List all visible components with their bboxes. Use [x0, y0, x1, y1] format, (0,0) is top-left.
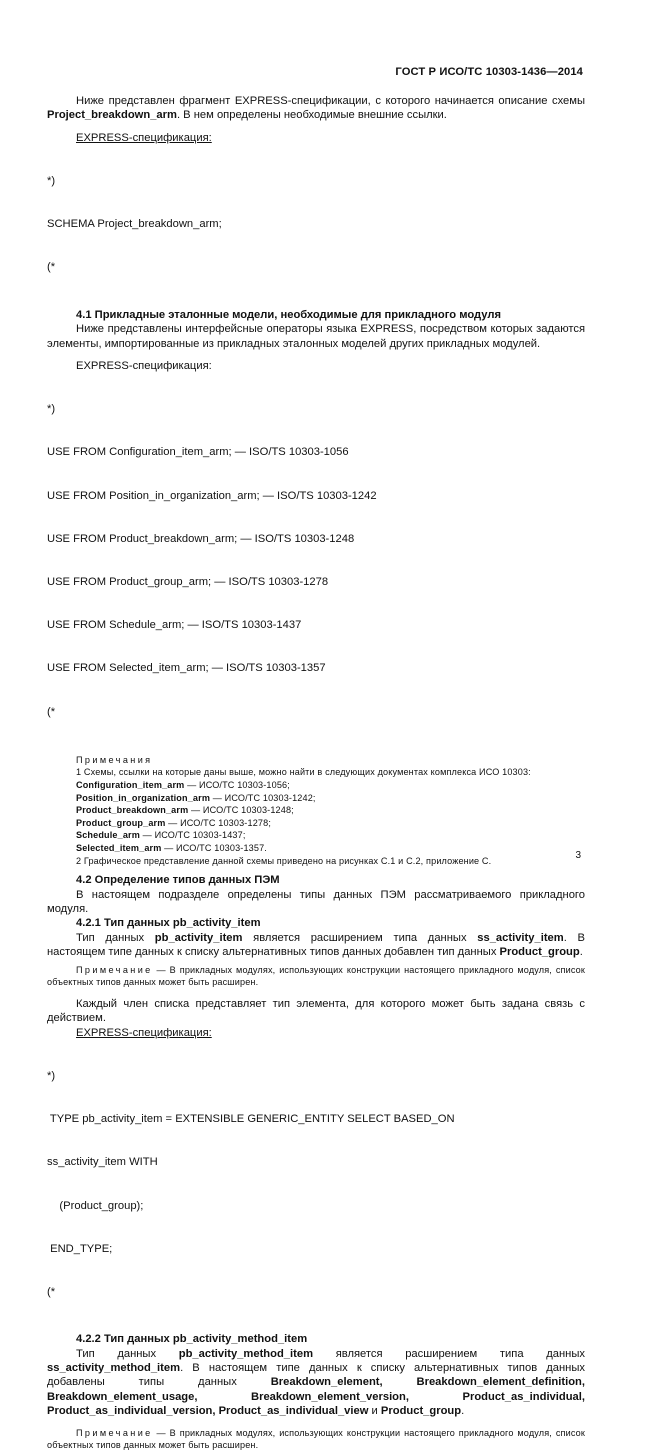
page-number: 3: [575, 850, 581, 861]
section-title-4-2-2: 4.2.2 Тип данных pb_activity_method_item: [76, 1333, 308, 1346]
note-ref: Product_breakdown_arm — ИСО/ТС 10303-1248;: [76, 805, 294, 816]
code-line: USE FROM Configuration_item_arm; — ISO/TS 10303-1056: [47, 446, 349, 459]
intro-schema-name: Project_breakdown_arm: [47, 109, 177, 122]
code-line: USE FROM Selected_item_arm; — ISO/TS 10303-1357: [47, 662, 326, 675]
notes-block-1: [47, 754, 585, 867]
page-content: [47, 94, 585, 1452]
code-line: USE FROM Position_in_organization_arm; — ISO/TS 10303-1242: [47, 489, 377, 502]
code-line: USE FROM Schedule_arm; — ISO/TS 10303-1437: [47, 619, 302, 632]
code-line: (*: [47, 261, 56, 274]
section-text-4-1: Ниже представлены интерфейсные операторы языка EXPRESS, посредством которых задаются элементы, импортированные из прикладных эталонных моделей других прикладных модулей.: [47, 323, 585, 350]
intro-text-a: Ниже представлен фрагмент EXPRESS-спецификации, с которого начинается описание схемы: [76, 95, 585, 107]
note-2: 2 Графическое представление данной схемы приведено на рисунках С.1 и С.2, приложение С.: [76, 855, 492, 866]
section-title-4-2-1: 4.2.1 Тип данных pb_activity_item: [76, 917, 261, 930]
express-label-2: EXPRESS-спецификация:: [76, 359, 212, 372]
code-line: TYPE pb_activity_item = EXTENSIBLE GENERIC_ENTITY SELECT BASED_ON: [47, 1113, 455, 1126]
note-ref: Product_group_arm — ИСО/ТС 10303-1278;: [76, 817, 271, 828]
note-ref: Position_in_organization_arm — ИСО/ТС 10303-1242;: [76, 792, 316, 803]
note-extension-1: Примечание — В прикладных модулях, использующих конструкции настоящего прикладного модуля, список объектных типов данных может быть расширен.: [47, 964, 585, 988]
code-block-type: [47, 1040, 585, 1328]
code-line: *): [47, 1069, 56, 1082]
code-block-schema: [47, 145, 585, 303]
note-1: 1 Схемы, ссылки на которые даны выше, можно найти в следующих документах комплекса ИСО 10303:: [76, 767, 531, 778]
code-line: (*: [47, 1285, 56, 1298]
express-label-3: EXPRESS-спецификация:: [76, 1026, 212, 1039]
note-extension-2: Примечание — В прикладных модулях, использующих конструкции настоящего прикладного модуля, список объектных типов данных может быть расширен.: [47, 1427, 585, 1451]
section-text-4-2: В настоящем подразделе определены типы данных ПЭМ рассматриваемого прикладного модуля.: [47, 888, 585, 916]
code-block-use-from: [47, 373, 585, 748]
code-line: END_TYPE;: [47, 1242, 113, 1255]
section-text-4-2-2: Тип данных pb_activity_method_item является расширением типа данных ss_activity_method_item. В настоящем типе данных к списку альтернативных типов данных добавлены типы данных Breakdown_element, Breakdown_element_definition, Breakdown_element_usage, Breakdown_element_version, Product_as_individual, Product_as_individual_version, Product_as_individual_view и Product_group.: [47, 1347, 585, 1418]
document-header: ГОСТ Р ИСО/ТС 10303-1436—2014: [395, 66, 583, 78]
each-member-paragraph: Каждый член списка представляет тип элемента, для которого может быть задана связь с действием.: [47, 997, 585, 1025]
code-line: USE FROM Product_breakdown_arm; — ISO/TS 10303-1248: [47, 532, 355, 545]
code-line: (*: [47, 705, 56, 718]
code-line: USE FROM Product_group_arm; — ISO/TS 10303-1278: [47, 576, 329, 588]
note-ref: Configuration_item_arm — ИСО/ТС 10303-1056;: [76, 780, 290, 791]
code-line: *): [47, 175, 56, 188]
express-label-1: EXPRESS-спецификация:: [76, 131, 212, 144]
code-line: (Product_group);: [47, 1199, 144, 1212]
notes-label: Примечания: [76, 754, 153, 765]
section-text-4-2-1: Тип данных pb_activity_item является расширением типа данных ss_activity_item. В настоящем типе данных к списку альтернативных типов данных добавлен тип данных Product_group.: [47, 931, 585, 959]
code-line: ss_activity_item WITH: [47, 1156, 158, 1169]
section-title-4-1: 4.1 Прикладные эталонные модели, необходимые для прикладного модуля: [76, 308, 501, 321]
intro-paragraph: [47, 94, 585, 123]
intro-text-b: . В нем определены необходимые внешние ссылки.: [176, 109, 447, 122]
note-ref: Selected_item_arm — ИСО/ТС 10303-1357.: [76, 843, 267, 854]
code-line: *): [47, 403, 56, 416]
code-line: SCHEMA Project_breakdown_arm;: [47, 218, 222, 231]
section-title-4-2: 4.2 Определение типов данных ПЭМ: [76, 874, 280, 887]
note-ref: Schedule_arm — ИСО/ТС 10303-1437;: [76, 830, 246, 841]
